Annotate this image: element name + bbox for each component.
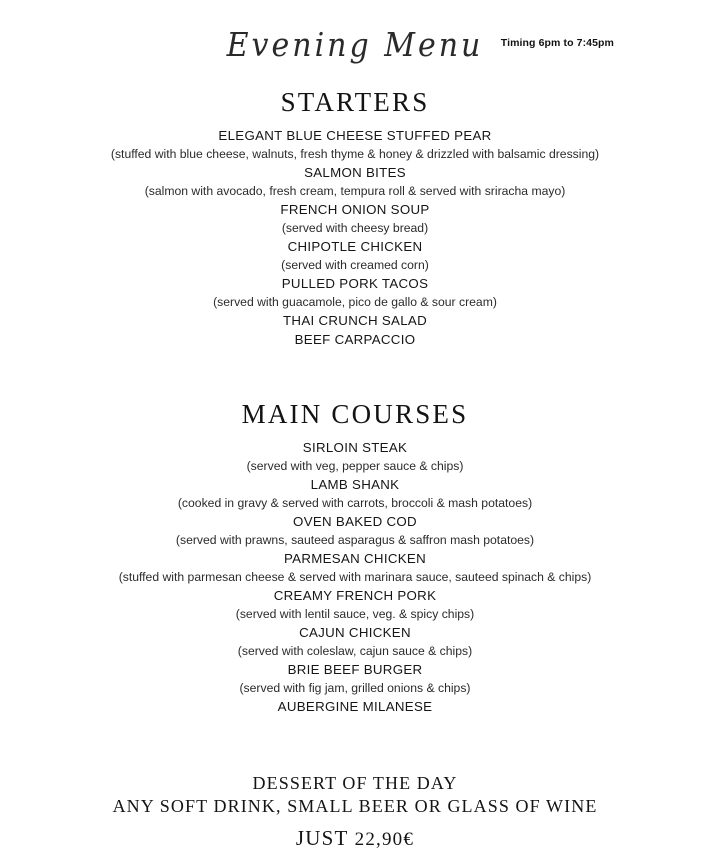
menu-item bbox=[0, 311, 710, 330]
menu-item bbox=[0, 549, 710, 586]
menu-item bbox=[0, 438, 710, 475]
menu-item-name: FRENCH ONION SOUP bbox=[280, 202, 430, 217]
menu-item bbox=[0, 623, 710, 660]
menu-item bbox=[0, 697, 710, 716]
menu-item bbox=[0, 512, 710, 549]
section-heading-starters: STARTERS bbox=[280, 87, 430, 117]
menu-item-name: ELEGANT BLUE CHEESE STUFFED PEAR bbox=[218, 128, 492, 143]
menu-item bbox=[0, 660, 710, 697]
menu-item bbox=[0, 126, 710, 163]
menu-item-description: (served with creamed corn) bbox=[281, 258, 429, 272]
section-main-courses bbox=[0, 399, 710, 716]
menu-item bbox=[0, 330, 710, 349]
footer-price-value: 22,90€ bbox=[354, 829, 415, 850]
menu-item-name: THAI CRUNCH SALAD bbox=[283, 313, 427, 328]
menu-item-name: CAJUN CHICKEN bbox=[299, 625, 411, 640]
menu-item-description: (stuffed with blue cheese, walnuts, fresh thyme & honey & drizzled with balsamic dressing) bbox=[110, 147, 600, 161]
footer-drink-line: ANY SOFT DRINK, SMALL BEER OR GLASS OF WINE bbox=[112, 796, 598, 816]
menu-item bbox=[0, 586, 710, 623]
service-timing: Timing 6pm to 7:45pm bbox=[500, 37, 614, 49]
menu-item-name: AUBERGINE MILANESE bbox=[277, 699, 433, 714]
menu-item-name: SALMON BITES bbox=[304, 165, 406, 180]
footer-price-label: JUST bbox=[295, 826, 349, 850]
menu-item-description: (served with lentil sauce, veg. & spicy chips) bbox=[235, 607, 475, 621]
menu-item-name: CREAMY FRENCH PORK bbox=[273, 588, 437, 603]
menu-item-description: (stuffed with parmesan cheese & served with marinara sauce, sauteed spinach & chips) bbox=[118, 570, 592, 584]
menu-item-name: BEEF CARPACCIO bbox=[294, 332, 416, 347]
menu-item-name: OVEN BAKED COD bbox=[293, 514, 417, 529]
menu-item bbox=[0, 237, 710, 274]
menu-item bbox=[0, 475, 710, 512]
footer-price bbox=[0, 826, 710, 851]
section-starters bbox=[0, 87, 710, 349]
menu-item-name: CHIPOTLE CHICKEN bbox=[287, 239, 423, 254]
menu-item-description: (served with guacamole, pico de gallo & sour cream) bbox=[213, 295, 497, 309]
menu-item-description: (served with coleslaw, cajun sauce & chips) bbox=[237, 644, 473, 658]
menu-page bbox=[0, 26, 710, 850]
starters-item-list bbox=[0, 126, 710, 349]
menu-item-description: (served with veg, pepper sauce & chips) bbox=[246, 459, 464, 473]
menu-item-name: LAMB SHANK bbox=[310, 477, 400, 492]
menu-item bbox=[0, 200, 710, 237]
menu-item-description: (served with prawns, sauteed asparagus & saffron mash potatoes) bbox=[175, 533, 535, 547]
menu-title: Evening Menu bbox=[226, 26, 484, 65]
menu-footer bbox=[0, 772, 710, 851]
menu-item-description: (salmon with avocado, fresh cream, tempura roll & served with sriracha mayo) bbox=[144, 184, 566, 198]
menu-item-name: PULLED PORK TACOS bbox=[281, 276, 429, 291]
menu-item-name: PARMESAN CHICKEN bbox=[284, 551, 426, 566]
menu-item bbox=[0, 163, 710, 200]
menu-item-name: BRIE BEEF BURGER bbox=[287, 662, 423, 677]
menu-item bbox=[0, 274, 710, 311]
section-heading-main-courses: MAIN COURSES bbox=[241, 399, 469, 429]
menu-item-name: SIRLOIN STEAK bbox=[302, 440, 408, 455]
menu-item-description: (served with cheesy bread) bbox=[281, 221, 429, 235]
menu-item-description: (served with fig jam, grilled onions & chips) bbox=[239, 681, 471, 695]
main-courses-item-list bbox=[0, 438, 710, 716]
footer-dessert-line: DESSERT OF THE DAY bbox=[252, 773, 458, 793]
menu-item-description: (cooked in gravy & served with carrots, broccoli & mash potatoes) bbox=[177, 496, 533, 510]
